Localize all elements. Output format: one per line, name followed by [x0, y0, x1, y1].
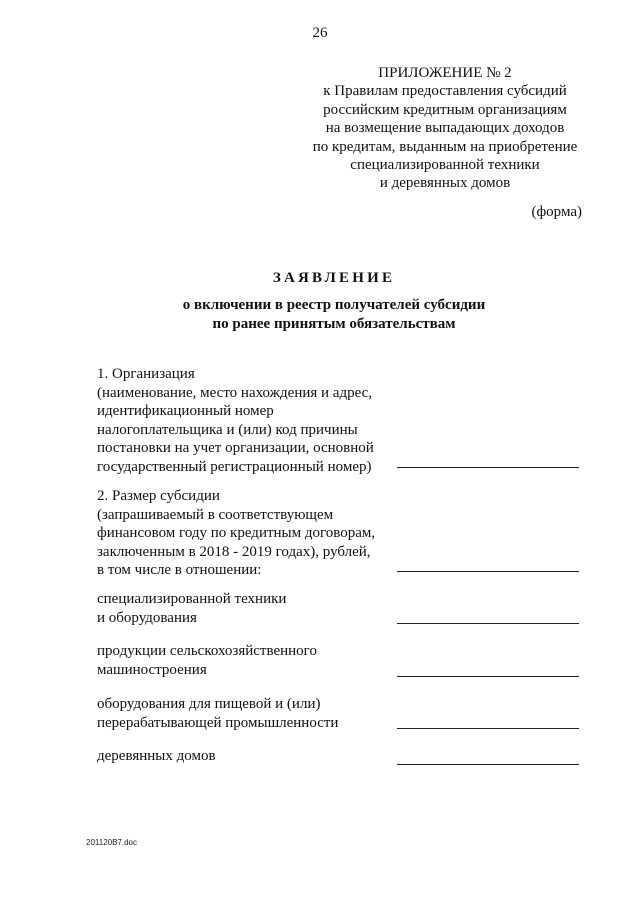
appendix-line: и деревянных домов	[379, 175, 511, 192]
special-equipment-fill-line[interactable]	[397, 623, 579, 624]
item-line: оборудования для пищевой и (или)	[97, 696, 321, 712]
document-subtitle	[0, 296, 640, 333]
wooden-houses-fill-line[interactable]	[397, 764, 579, 765]
section-organization-line: (наименование, место нахождения и адрес,	[97, 384, 373, 401]
file-name-footer: 201120B7.doc	[86, 838, 138, 847]
section-organization-line: идентификационный номер	[97, 403, 274, 420]
appendix-line: специализированной техники	[350, 157, 540, 174]
section-subsidy-heading: 2. Размер субсидии	[97, 488, 220, 504]
section-organization	[97, 365, 397, 477]
item-wooden-houses	[97, 747, 397, 766]
item-food-processing-equipment	[97, 695, 397, 732]
agricultural-machinery-fill-line[interactable]	[397, 676, 579, 677]
item-special-equipment	[97, 590, 397, 627]
appendix-header	[300, 64, 590, 193]
appendix-title: ПРИЛОЖЕНИЕ № 2	[378, 65, 512, 81]
appendix-line: российским кредитным организациям	[323, 101, 567, 118]
appendix-line: на возмещение выпадающих доходов	[325, 120, 565, 137]
section-organization-line: государственный регистрационный номер)	[97, 458, 372, 475]
item-agricultural-machinery	[97, 642, 397, 679]
subtitle-line: о включении в реестр получателей субсидии	[182, 297, 486, 313]
section-organization-line: постановки на учет организации, основной	[97, 440, 374, 457]
item-line: специализированной техники	[97, 591, 287, 607]
item-line: машиностроения	[97, 661, 207, 678]
appendix-line: по кредитам, выданным на приобретение	[312, 138, 578, 155]
section-subsidy-line: в том числе в отношении:	[97, 562, 262, 579]
organization-fill-line[interactable]	[397, 467, 579, 468]
subtitle-line: по ранее принятым обязательствам	[212, 315, 456, 332]
subsidy-total-fill-line[interactable]	[397, 571, 579, 572]
appendix-line: к Правилам предоставления субсидий	[323, 83, 567, 100]
section-organization-heading: 1. Организация	[97, 366, 195, 382]
document-title: ЗАЯВЛЕНИЕ	[272, 270, 396, 286]
section-subsidy-line: (запрашиваемый в соответствующем	[97, 506, 334, 523]
section-subsidy-line: заключенным в 2018 - 2019 годах), рублей,	[97, 543, 371, 560]
form-label: (форма)	[531, 204, 582, 220]
item-line: перерабатывающей промышленности	[97, 714, 339, 731]
section-subsidy-line: финансовом году по кредитным договорам,	[97, 525, 376, 542]
section-subsidy	[97, 487, 397, 580]
section-organization-line: налогоплательщика и (или) код причины	[97, 421, 358, 438]
item-line: продукции сельскохозяйственного	[97, 643, 317, 659]
page-number: 26	[312, 25, 328, 41]
item-line: и оборудования	[97, 609, 197, 626]
food-processing-fill-line[interactable]	[397, 728, 579, 729]
item-line: деревянных домов	[97, 748, 216, 764]
